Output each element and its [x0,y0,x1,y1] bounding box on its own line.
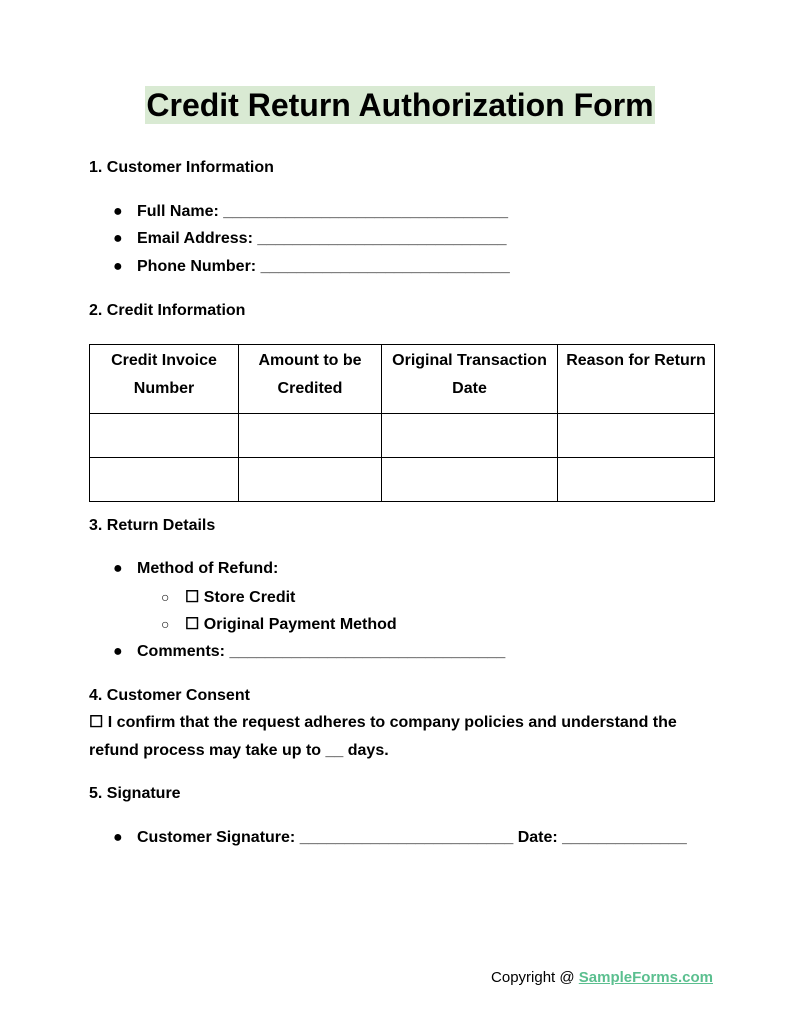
list-item-comments [113,642,505,662]
column-header-original-transaction-date: Original Transaction Date [382,345,558,414]
table-row [90,458,715,502]
option-original-payment-method [161,614,397,635]
copyright-footer [491,968,713,988]
method-of-refund-label: Method of Refund: [137,560,279,577]
table-cell [558,414,715,458]
store-credit-checkbox-label: ☐ Store Credit [185,589,296,606]
bullet-icon: ● [113,230,123,247]
bullet-icon: ● [113,203,123,220]
list-item-email-address [113,229,507,249]
copyright-text: Copyright @ [491,969,579,986]
credit-information-table [89,344,715,502]
consent-statement: ☐ I confirm that the request adheres to company policies and understand the refund process may take up to __ days. [89,714,677,759]
bullet-icon: ● [113,829,123,846]
table-cell [239,458,382,502]
table-cell [90,414,239,458]
column-header-credit-invoice-number: Credit Invoice Number [90,345,239,414]
signature-date-field: Customer Signature: ________________________ Date: ______________ [137,829,687,846]
section-heading-return-details: 3. Return Details [89,517,216,534]
circle-bullet-icon: ○ [161,589,170,605]
email-address-field: Email Address: ____________________________ [137,230,507,247]
section-heading-credit-information: 2. Credit Information [89,302,246,319]
list-item-phone-number [113,257,510,277]
list-item-customer-signature [113,828,687,848]
phone-number-field: Phone Number: ____________________________ [137,258,510,275]
title-container [0,86,800,124]
table-row [90,414,715,458]
option-store-credit [161,587,295,608]
circle-bullet-icon: ○ [161,616,170,632]
section-heading-customer-consent: 4. Customer Consent [89,687,250,704]
table-cell [90,458,239,502]
table-cell [382,414,558,458]
bullet-icon: ● [113,258,123,275]
comments-field: Comments: _______________________________ [137,643,506,660]
sampleforms-link[interactable]: SampleForms.com [578,969,713,986]
table-cell [382,458,558,502]
page-title: Credit Return Authorization Form [146,87,654,123]
section-heading-customer-information: 1. Customer Information [89,159,274,176]
bullet-icon: ● [113,560,123,577]
full-name-field: Full Name: ________________________________ [137,203,508,220]
bullet-icon: ● [113,643,123,660]
section-heading-signature: 5. Signature [89,785,181,802]
table-header-row [90,345,715,414]
column-header-reason-for-return: Reason for Return [558,345,715,414]
list-item-method-of-refund [113,559,278,579]
original-payment-method-checkbox-label: ☐ Original Payment Method [185,616,397,633]
list-item-full-name [113,202,508,222]
column-header-amount-to-be-credited: Amount to be Credited [239,345,382,414]
table-cell [558,458,715,502]
table-cell [239,414,382,458]
